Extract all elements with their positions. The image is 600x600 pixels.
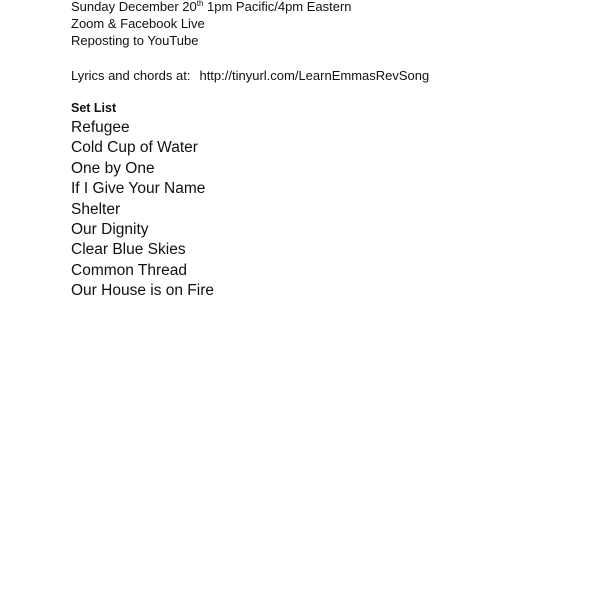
event-time: 1pm Pacific/4pm Eastern <box>203 0 352 14</box>
lyrics-label: Lyrics and chords at: <box>71 68 191 83</box>
event-date: Sunday December 20 <box>71 0 197 14</box>
setlist-item: Refugee <box>71 119 130 136</box>
lyrics-url: http://tinyurl.com/LearnEmmasRevSong <box>199 68 430 83</box>
event-details <box>71 0 591 49</box>
setlist-item: Shelter <box>71 200 121 218</box>
setlist-item: Clear Blue Skies <box>71 241 186 259</box>
setlist-heading: Set List <box>71 101 117 115</box>
setlist-item: One by One <box>71 159 155 177</box>
setlist-item: Cold Cup of Water <box>71 139 198 157</box>
lyrics-line <box>71 67 429 84</box>
event-reposting: Reposting to YouTube <box>71 33 199 48</box>
setlist-item: Our House is on Fire <box>71 282 214 300</box>
date-ordinal-suffix: th <box>196 0 204 8</box>
event-date-time <box>71 0 591 15</box>
setlist-item: Common Thread <box>71 261 188 279</box>
setlist <box>71 118 214 302</box>
setlist-item: Our Dignity <box>71 221 149 239</box>
event-platforms: Zoom & Facebook Live <box>71 16 205 31</box>
setlist-item: If I Give Your Name <box>71 180 206 198</box>
